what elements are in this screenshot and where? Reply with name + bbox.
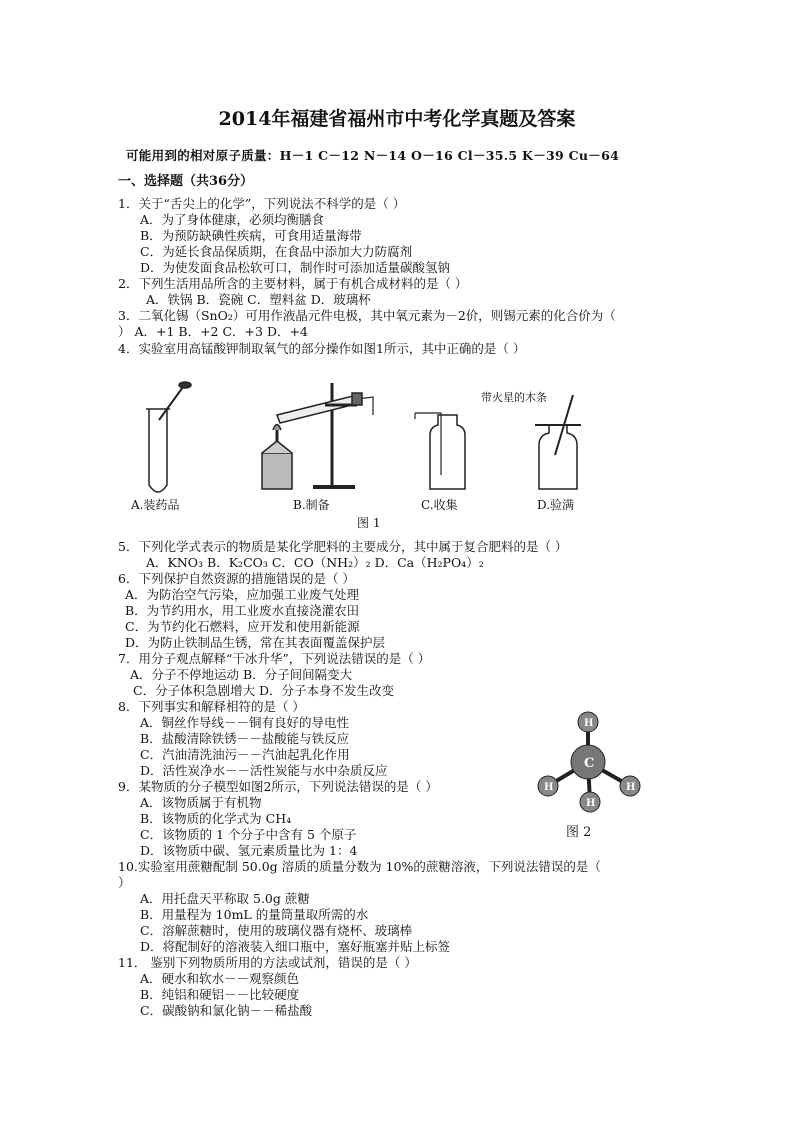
q9-option-a: A．该物质属于有机物 — [140, 795, 262, 810]
hydrogen-label: H — [626, 782, 636, 793]
q10-stem: 10.实验室用蔗糖配制 50.0g 溶质的质量分数为 10%的蔗糖溶液，下列说法错误的是（ — [118, 859, 601, 874]
q7-options-ab: A．分子不停地运动 B．分子间间隔变大 — [130, 667, 353, 682]
q8-stem: 8．下列事实和解释相符的是（ ） — [118, 699, 305, 714]
figure-2 — [530, 710, 650, 845]
hydrogen-label: H — [584, 718, 594, 729]
label-b: B.制备 — [293, 498, 330, 512]
q1-option-a: A．为了身体健康，必须均衡膳食 — [140, 212, 325, 227]
page-title: 2014年福建省福州市中考化学真题及答案 — [218, 108, 576, 130]
q7-stem: 7．用分子观点解释“干冰升华”，下列说法错误的是（ ） — [118, 651, 431, 666]
q8-option-a: A．铜丝作导线－－铜有良好的导电性 — [140, 715, 350, 730]
q9-stem: 9．某物质的分子模型如图2所示，下列说法错误的是（ ） — [118, 779, 438, 794]
q8-option-b: B．盐酸清除铁锈－－盐酸能与铁反应 — [140, 731, 350, 746]
test-tube-icon — [146, 382, 191, 492]
gas-bottle-icon — [415, 413, 465, 489]
q6-option-d: D．为防止铁制品生锈，常在其表面覆盖保护层 — [125, 635, 386, 650]
section-heading: 一、选择题（共36分） — [118, 174, 254, 189]
carbon-label: C — [584, 756, 595, 771]
hydrogen-label: H — [544, 782, 554, 793]
q9-option-b: B．该物质的化学式为 CH₄ — [140, 811, 292, 826]
splint-label: 带火星的木条 — [481, 391, 547, 404]
label-d: D.验满 — [537, 498, 575, 512]
q10-option-d: D．将配制好的溶液装入细口瓶中，塞好瓶塞并贴上标签 — [140, 939, 451, 954]
q6-stem: 6．下列保护自然资源的措施错误的是（ ） — [118, 571, 355, 586]
q9-option-c: C．该物质的 1 个分子中含有 5 个原子 — [140, 827, 357, 842]
q5-options: A．KNO₃ B．K₂CO₃ C．CO（NH₂）₂ D．Ca（H₂PO₄）₂ — [146, 555, 484, 570]
q4-stem: 4．实验室用高锰酸钾制取氧气的部分操作如图1所示，其中正确的是（ ） — [118, 341, 526, 356]
q10-stem-end: ） — [118, 875, 131, 890]
q11-stem: 11． 鉴别下列物质所用的方法或试剂，错误的是（ ） — [118, 955, 417, 970]
q11-option-b: B．纯铝和硬铝－－比较硬度 — [140, 987, 300, 1002]
q1-stem: 1．关于“舌尖上的化学”，下列说法不科学的是（ ） — [118, 196, 406, 211]
q10-option-b: B．用量程为 10mL 的量筒量取所需的水 — [140, 907, 369, 922]
hydrogen-label: H — [586, 798, 596, 809]
q2-options: A．铁锅 B．瓷碗 C．塑料盆 D．玻璃杯 — [146, 292, 371, 307]
q6-option-a: A．为防治空气污染，应加强工业废气处理 — [125, 587, 360, 602]
splint-test-icon — [535, 395, 581, 489]
q3-stem: 3．二氧化锡（SnO₂）可用作液晶元件电极，其中氧元素为－2价，则锡元素的化合价为（ — [118, 308, 616, 323]
atomic-masses: 可能用到的相对原子质量：H－1 C－12 N－14 O－16 Cl－35.5 K－39 Cu－64 — [126, 148, 620, 163]
q6-option-b: B．为节约用水，用工业废水直接浇灌农田 — [125, 603, 360, 618]
q2-stem: 2．下列生活用品所含的主要材料，属于有机合成材料的是（ ） — [118, 276, 468, 291]
heating-apparatus-icon — [262, 383, 373, 489]
label-c: C.收集 — [421, 498, 458, 512]
q8-option-c: C．汽油清洗油污－－汽油起乳化作用 — [140, 747, 350, 762]
q10-option-c: C．溶解蔗糖时，使用的玻璃仪器有烧杯、玻璃棒 — [140, 923, 413, 938]
figure-2-caption: 图 2 — [566, 825, 592, 840]
q8-option-d: D．活性炭净水－－活性炭能与水中杂质反应 — [140, 763, 388, 778]
q11-option-a: A．硬水和软水－－观察颜色 — [140, 971, 300, 986]
label-a: A.装药品 — [131, 498, 180, 512]
q1-option-d: D．为使发面食品松软可口，制作时可添加适量碳酸氢钠 — [140, 260, 451, 275]
q5-stem: 5．下列化学式表示的物质是某化学肥料的主要成分，其中属于复合肥料的是（ ） — [118, 539, 568, 554]
figure-1-caption: 图 1 — [357, 516, 381, 530]
q1-option-b: B．为预防缺碘性疾病，可食用适量海带 — [140, 228, 362, 243]
q1-option-c: C．为延长食品保质期，在食品中添加大力防腐剂 — [140, 244, 413, 259]
q11-option-c: C．碳酸钠和氯化钠－－稀盐酸 — [140, 1003, 313, 1018]
figure-1 — [125, 375, 600, 535]
q10-option-a: A．用托盘天平称取 5.0g 蔗糖 — [140, 891, 310, 906]
q3-options: ） A．+1 B．+2 C．+3 D．+4 — [118, 324, 308, 339]
q7-options-cd: C．分子体积急剧增大 D．分子本身不发生改变 — [133, 683, 395, 698]
q6-option-c: C．为节约化石燃料，应开发和使用新能源 — [125, 619, 360, 634]
q9-option-d: D．该物质中碳、氢元素质量比为 1：4 — [140, 843, 358, 858]
